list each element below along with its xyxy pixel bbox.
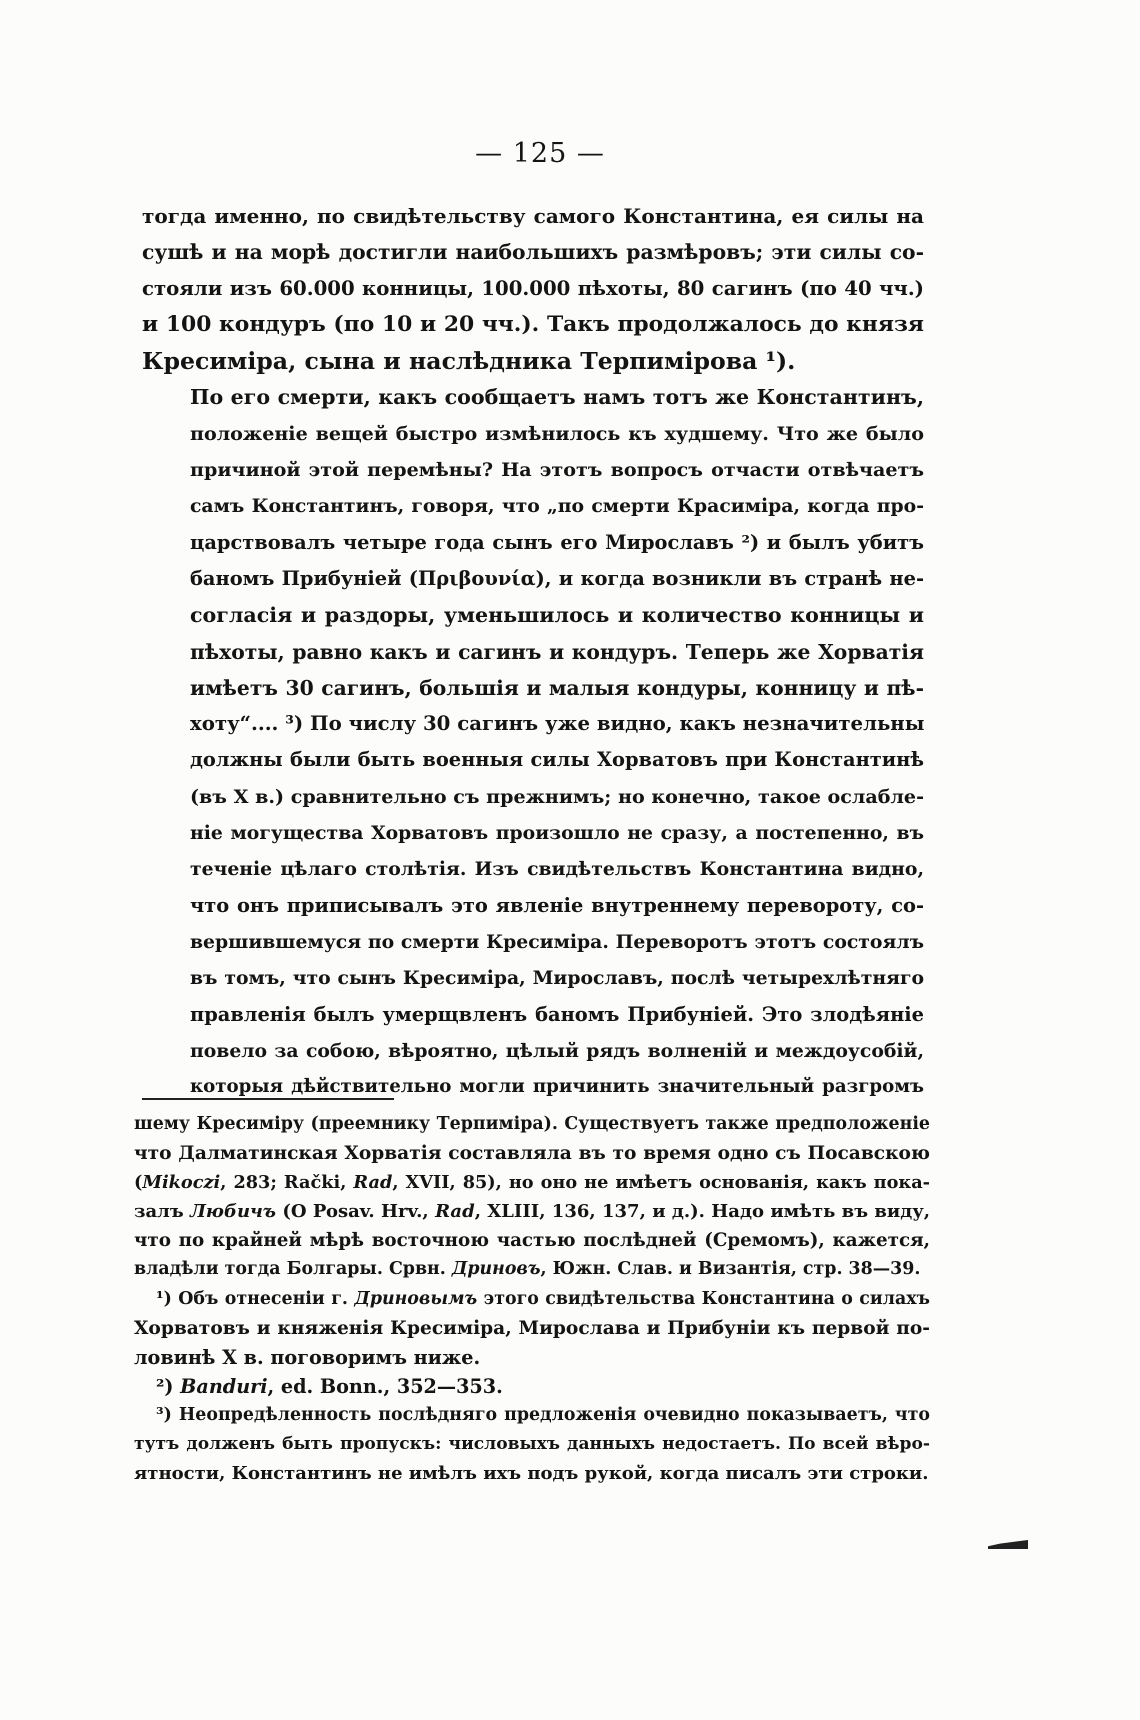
footnote-line: владѣли тогда Болгары. Срвн. Дриновъ, Южн. Слав. и Византія, стр. 38—39. — [134, 1259, 921, 1280]
text-line: положеніе вещей быстро измѣнилось къ худшему. Что же было — [190, 421, 924, 445]
citation-author: Дриновъ — [451, 1259, 541, 1280]
text-line: По его смерти, какъ сообщаетъ намъ тотъ же Константинъ, — [190, 385, 924, 410]
footnote-line: (Mikoczi, 283; Rački, Rad, XVII, 85), но оно не имѣетъ основанія, какъ пока- — [134, 1172, 930, 1194]
footnote-line: тутъ долженъ быть пропускъ: числовыхъ данныхъ недостаетъ. По всей вѣро- — [134, 1434, 930, 1455]
footnote-line: ²) Banduri, ed. Bonn., 352—353. — [156, 1374, 503, 1398]
text-line: что онъ приписывалъ это явленіе внутреннему перевороту, со- — [190, 893, 924, 917]
footnote-line: залъ Любичъ (O Posav. Hrv., Rad, XLIII, 136, 137, и д.). Надо имѣть въ виду, — [134, 1201, 930, 1223]
citation-author: Дриновымъ — [354, 1288, 478, 1309]
citation-title: Rad — [435, 1201, 475, 1223]
text-line: теченіе цѣлаго столѣтія. Изъ свидѣтельствъ Константина видно, — [190, 858, 924, 881]
footnotes — [134, 1110, 930, 1488]
footnote-line: что по крайней мѣрѣ восточною частью послѣдней (Сремомъ), кажется, — [134, 1230, 930, 1252]
footnote-line: шему Кресиміру (преемнику Терпиміра). Существуетъ также предположеніе — [134, 1114, 930, 1134]
text-line: ніе могущества Хорватовъ произошло не сразу, а постепенно, въ — [190, 822, 924, 845]
footnote-line: ³) Неопредѣленность послѣдняго предложенія очевидно показываетъ, что — [156, 1404, 930, 1425]
ornament — [988, 1540, 1028, 1549]
text-line: и 100 кондуръ (по 10 и 20 чч.). Такъ продолжалось до князя — [142, 311, 924, 337]
citation-author: Любичъ — [190, 1201, 276, 1223]
text-line: повело за собою, вѣроятно, цѣлый рядъ волненій и междоусобій, — [190, 1039, 924, 1062]
footnote-3 — [134, 1401, 930, 1488]
text-line: тогда именно, по свидѣтельству самого Константина, ея силы на — [142, 204, 924, 228]
paragraph-2 — [142, 379, 924, 1105]
footnote-line: ловинѣ X в. поговоримъ ниже. — [134, 1345, 481, 1369]
text-line: согласія и раздоры, уменьшилось и количество конницы и — [190, 603, 924, 628]
page-number: — 125 — — [475, 138, 605, 169]
text-line: царствовалъ четыре года сынъ его Мирославъ ²) и былъ убитъ — [190, 530, 924, 554]
text-line: въ томъ, что сынъ Кресиміра, Мирославъ, послѣ четырехлѣтняго — [190, 967, 924, 990]
footnote-line: ¹) Объ отнесеніи г. Дриновымъ этого свидѣтельства Константина о силахъ — [156, 1288, 931, 1309]
citation-author: Mikoczi — [142, 1172, 221, 1194]
footnote-1 — [134, 1285, 930, 1372]
citation-author: Banduri — [180, 1374, 268, 1398]
text-line: баномъ Прибуніей (Πριβουνία), и когда возникли въ странѣ не- — [190, 566, 924, 590]
text-line: стояли изъ 60.000 конницы, 100.000 пѣхоты, 80 сагинъ (по 40 чч.) — [142, 276, 924, 300]
footnote-continuation — [134, 1110, 930, 1285]
footnote-separator — [142, 1098, 394, 1100]
text-line: хоту“.... ³) По числу 30 сагинъ уже видно, какъ незначительны — [190, 712, 925, 736]
citation-title: Rad — [353, 1172, 393, 1194]
text-line: самъ Константинъ, говоря, что „по смерти Красиміра, когда про- — [190, 495, 924, 518]
text-line: причиной этой перемѣны? На этотъ вопросъ отчасти отвѣчаетъ — [190, 458, 924, 482]
text-line: правленія былъ умерщвленъ баномъ Прибуніей. Это злодѣяніе — [190, 1002, 924, 1026]
text-line: пѣхоты, равно какъ и сагинъ и кондуръ. Теперь же Хорватія — [190, 639, 924, 664]
text-line: вершившемуся по смерти Кресиміра. Переворотъ этотъ состоялъ — [190, 930, 924, 953]
footnote-line: Хорватовъ и княженія Кресиміра, Мирослава и Прибуніи къ первой по- — [134, 1317, 930, 1339]
footnote-line: ятности, Константинъ не имѣлъ ихъ подъ рукой, когда писалъ эти строки. — [134, 1463, 929, 1485]
footnote-2 — [134, 1372, 930, 1401]
footnote-line: что Далматинская Хорватія составляла въ то время одно съ Посавскою — [134, 1143, 930, 1165]
paragraph-1 — [142, 198, 924, 379]
text-line: (въ X в.) сравнительно съ прежнимъ; но конечно, такое ослабле- — [190, 784, 924, 808]
text-line: сушѣ и на морѣ достигли наибольшихъ размѣровъ; эти силы со- — [142, 240, 924, 265]
main-text — [142, 198, 924, 1105]
text-line: Кресиміра, сына и наслѣдника Терпимірова ¹). — [142, 347, 796, 376]
text-line: имѣетъ 30 сагинъ, большія и малыя кондуры, конницу и пѣ- — [190, 675, 924, 700]
text-line: которыя дѣйствительно могли причинить значительный разгромъ — [190, 1076, 924, 1098]
text-line: должны были быть военныя силы Хорватовъ при Константинѣ — [190, 748, 924, 772]
